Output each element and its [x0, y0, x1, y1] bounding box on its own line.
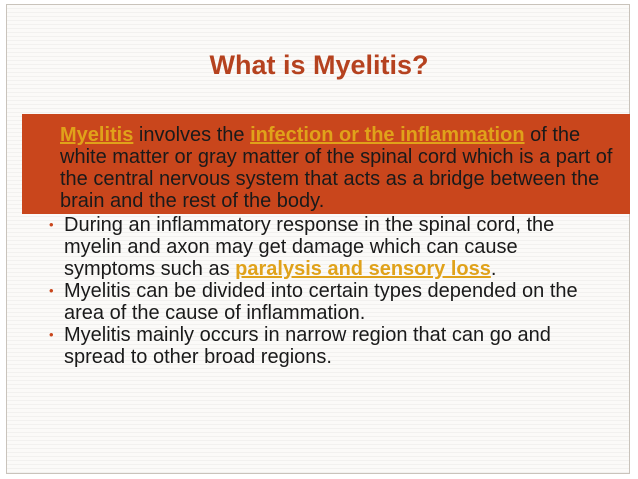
intro-paragraph: [60, 124, 614, 212]
bullet-text: Myelitis can be divided into certain types depended on the area of the cause of inflammation.: [64, 280, 578, 324]
bullet-list: [24, 214, 614, 368]
slide-title: What is Myelitis?: [209, 50, 429, 80]
bullet-text-end: .: [490, 258, 497, 280]
slide-body: [24, 124, 614, 368]
term-myelitis: Myelitis: [60, 124, 134, 146]
intro-text-1: involves the: [133, 124, 251, 146]
term-paralysis-sensory-loss: paralysis and sensory loss: [235, 258, 491, 280]
list-item: [24, 280, 614, 324]
term-infection-inflammation: infection or the inflammation: [250, 124, 525, 146]
bullet-text: Myelitis mainly occurs in narrow region that can go and spread to other broad regions.: [64, 324, 551, 368]
intro-text-2: of the white matter or gray matter of the spinal cord which is a part of the central nervous system that acts as a bridge between the brain and the rest of the body.: [60, 124, 613, 212]
bullet-text: During an inflammatory response in the spinal cord, the myelin and axon may get damage which can cause symptoms such as: [64, 214, 555, 280]
bullet-icon: •: [49, 327, 54, 342]
bullet-icon: •: [49, 217, 54, 232]
bullet-icon: •: [49, 283, 54, 298]
list-item: [24, 324, 614, 368]
list-item: [24, 214, 614, 280]
